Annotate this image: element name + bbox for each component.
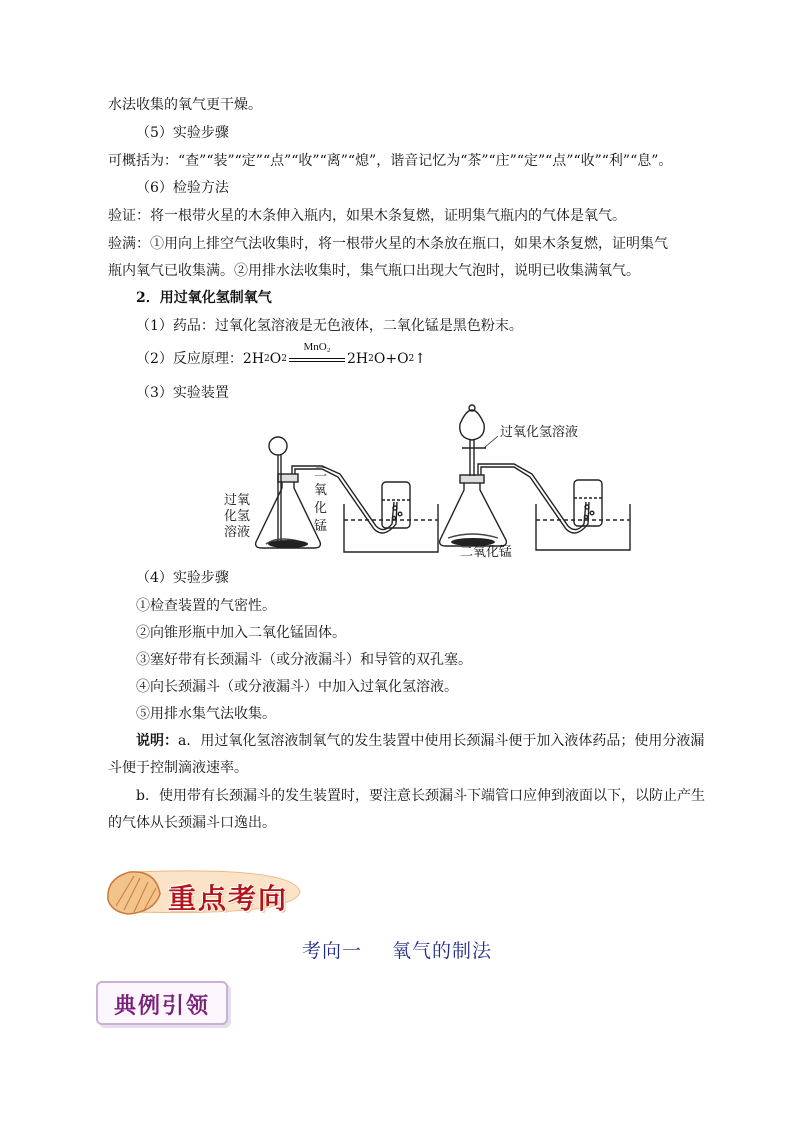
list-item: ⑤用排水集气法收集。	[136, 706, 276, 722]
text-line: 斗便于控制滴液速率。	[108, 760, 248, 776]
list-item: ③塞好带有长颈漏斗（或分液漏斗）和导管的双孔塞。	[136, 652, 472, 668]
section-title	[0, 936, 794, 963]
text-line: 的气体从长颈漏斗口逸出。	[108, 815, 276, 831]
formula-part: 2H	[347, 351, 369, 367]
sub-heading: 2．用过氧化氢制氧气	[136, 290, 272, 306]
label-mno2-left: 二	[314, 465, 328, 480]
apparatus-figure	[222, 404, 642, 564]
label-mno2-left: 锰	[314, 519, 328, 534]
catalyst-equals	[289, 341, 345, 368]
reaction-equation	[136, 341, 427, 368]
text-line: 水法收集的氧气更干燥。	[108, 97, 262, 113]
note-text: a．用过氧化氢溶液制氧气的发生装置中使用长颈漏斗便于加入液体药品；使用分液漏	[178, 733, 705, 749]
step-heading: （5）实验步骤	[136, 125, 229, 141]
formula-sub: 2	[264, 354, 270, 364]
formula-sub: 2	[408, 354, 415, 364]
formula-sub: 2	[368, 354, 374, 364]
formula-part: O+O	[373, 351, 409, 367]
label-mno2-left: 氧	[314, 483, 328, 498]
step-heading: （3）实验装置	[136, 385, 229, 401]
text-line: 验证：将一根带火星的木条伸入瓶内，如果木条复燃，证明集气瓶内的气体是氧气。	[108, 208, 626, 224]
example-heading-box	[96, 981, 228, 1025]
gas-arrow: ↑	[414, 351, 427, 367]
formula-part: O	[269, 351, 282, 367]
section-label: 考向一	[301, 940, 362, 962]
step-heading: （6）检验方法	[136, 180, 229, 196]
list-item: ②向锥形瓶中加入二氧化锰固体。	[136, 625, 346, 641]
formula-part: 2H	[242, 351, 265, 367]
formula-sub: 2	[281, 354, 287, 364]
text-line: b．使用带有长颈漏斗的发生装置时，要注意长颈漏斗下端管口应伸到液面以下，以防止产生	[136, 788, 705, 804]
label-mno2-right: 二氧化锰	[460, 545, 513, 560]
text-line: 可概括为：“查”“装”“定”“点”“收”“离”“熄”，谐音记忆为“茶”“庄”“定”“点”“收”“利”“息”。	[108, 153, 673, 169]
text-line: 瓶内氧气已收集满。②用排水法收集时，集气瓶口出现大气泡时，说明已收集满氧气。	[108, 263, 640, 279]
catalyst-label: MnO₂	[303, 341, 331, 353]
list-item: ④向长颈漏斗（或分液漏斗）中加入过氧化氢溶液。	[136, 679, 458, 695]
equation-prefix: （2）反应原理：	[136, 351, 243, 367]
text-line: 验满：①用向上排空气法收集时，将一根带火星的木条放在瓶口，如果木条复燃，证明集气	[108, 236, 668, 252]
label-h2o2-left: 化氢	[224, 509, 251, 524]
label-h2o2-left: 过氧	[224, 493, 251, 508]
label-mno2-left: 化	[314, 501, 328, 516]
example-title: 典例引领	[113, 993, 210, 1019]
section-name: 氧气的制法	[392, 940, 493, 962]
text-line: （1）药品：过氧化氢溶液是无色液体，二氧化锰是黑色粉末。	[136, 318, 523, 334]
note-line	[136, 732, 704, 750]
note-label: 说明：	[136, 733, 178, 749]
equation-formula	[242, 341, 427, 368]
label-h2o2-right: 过氧化氢溶液	[500, 425, 579, 440]
step-heading: （4）实验步骤	[136, 570, 229, 586]
label-h2o2-left: 溶液	[224, 525, 251, 540]
banner-title: 重点考向	[168, 882, 289, 915]
list-item: ①检查装置的气密性。	[136, 598, 276, 614]
